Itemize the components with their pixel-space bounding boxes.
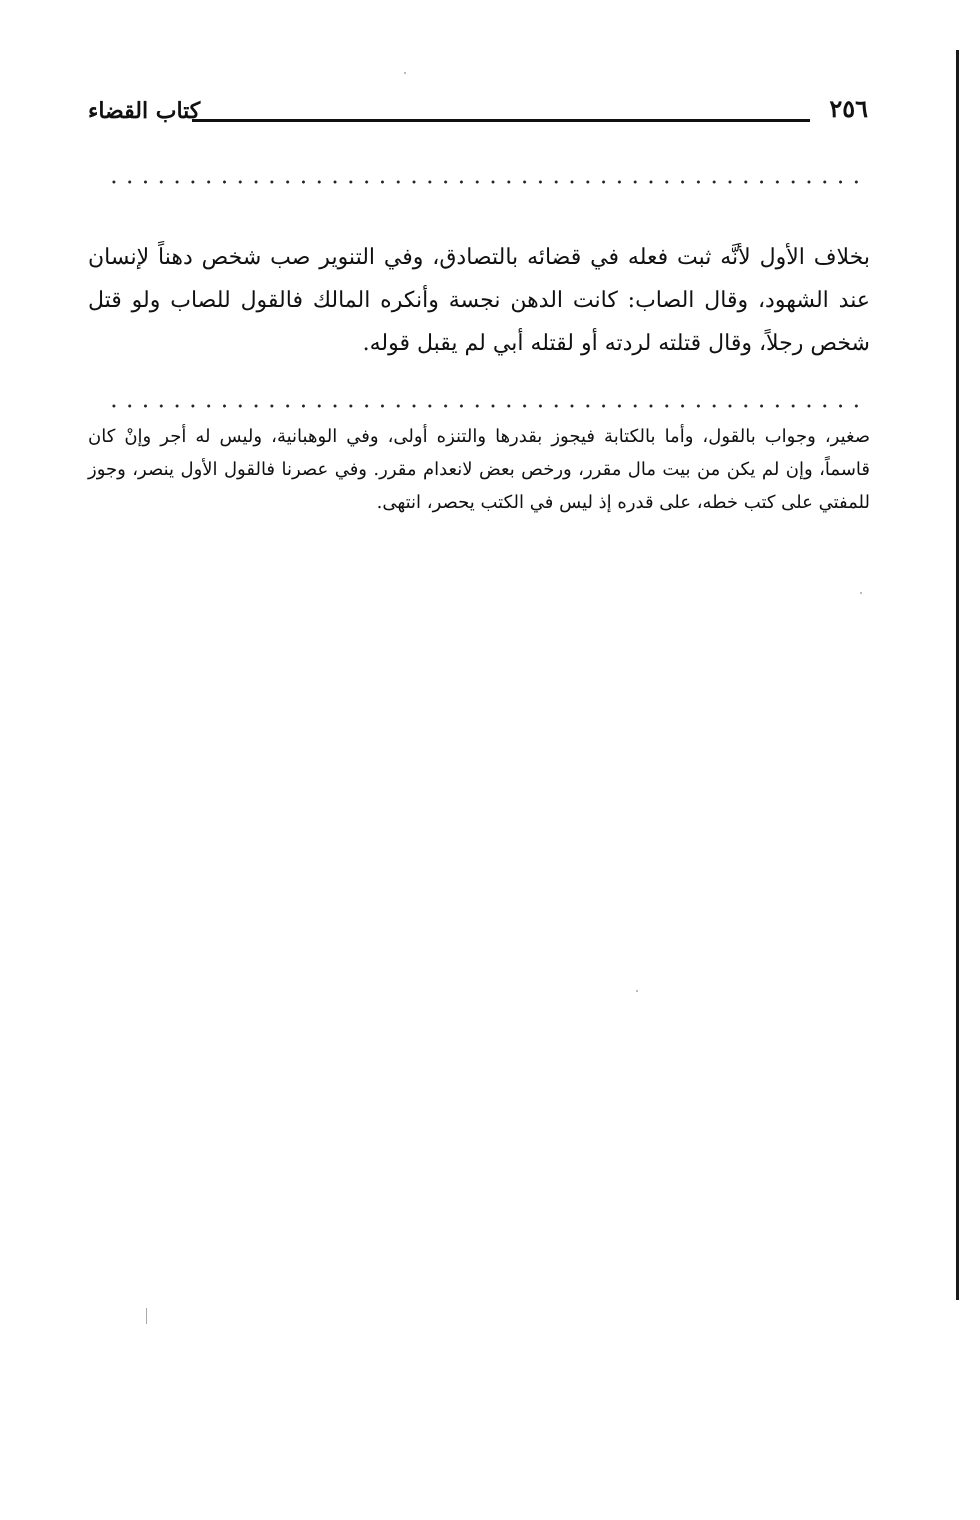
book-title: كتاب القضاء: [88, 98, 201, 124]
running-header: [88, 92, 868, 132]
footnote-text-line: صغير، وجواب بالقول، وأما بالكتابة فيجوز بقدرها والتنزه أولى، وفي الوهبانية، وليس له أجر وإنْ: [124, 426, 870, 447]
footnote-paragraph: [88, 420, 870, 519]
header-rule: [192, 119, 810, 122]
main-text-line: الشهود، وقال الصاب: كانت الدهن نجسة وأنكره المالك فالقول للصاب ولو قتل شخص: [88, 288, 870, 356]
footnote-text-line: كان قاسماً، وإن لم يكن من بيت مال مقرر، ورخص بعض لانعدام مقرر. وفي عصرنا فالقول الأول: [88, 426, 870, 480]
dotted-separator-top: [106, 180, 866, 184]
main-text-line: بخلاف الأول لأنَّه ثبت فعله في قضائه بالتصادق، وفي التنوير صب شخص دهناً لإنسان عند: [88, 245, 870, 313]
scan-mark: [146, 1308, 147, 1324]
footnote-text-line: ينصر، وجوز للمفتي على كتب خطه، على قدره إذ ليس في الكتب يحصر، انتهى.: [88, 459, 870, 513]
scan-speck: [860, 592, 862, 594]
main-paragraph: [88, 236, 870, 365]
page-number: ٢٥٦: [829, 94, 868, 123]
dotted-separator-footnote: [106, 404, 866, 408]
scan-speck: [636, 990, 638, 992]
main-text-line: رجلاً، وقال قتلته لردته أو لقتله أبي لم يقبل قوله.: [362, 331, 804, 356]
page-edge-line: [956, 50, 959, 1300]
scan-speck: [404, 72, 406, 74]
